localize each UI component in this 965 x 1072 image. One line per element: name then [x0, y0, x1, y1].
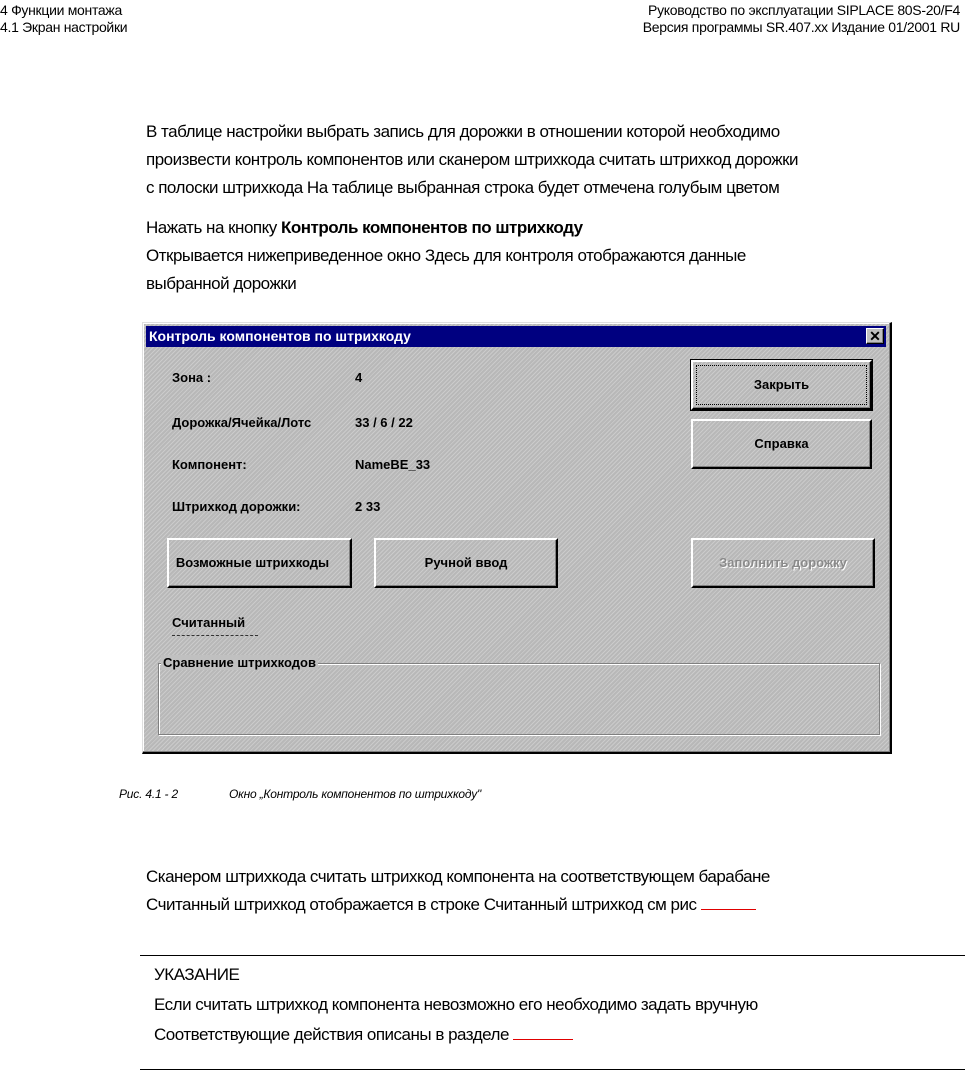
component-value: NameBE_33 [355, 457, 431, 472]
zone-label: Зона : [172, 370, 212, 385]
fill-track-button[interactable]: Заполнить дорожку [691, 538, 875, 588]
note-block [154, 960, 758, 1050]
close-button[interactable]: Закрыть [691, 360, 872, 410]
scan-line-1: Сканером штрихкода считать штрихкод компонента на соответствующем барабане [146, 867, 770, 886]
section-title: 4.1 Экран настройки [0, 19, 128, 35]
note-bottom-divider [140, 1069, 965, 1070]
chapter-title: 4 Функции монтажа [0, 2, 122, 18]
barcode-compare-group [158, 663, 880, 735]
note-line-1: Если считать штрихкод компонента невозможно его необходимо задать вручную [154, 995, 758, 1014]
barcode-compare-label: Сравнение штрихкодов [163, 655, 316, 670]
scanned-label-clipped [172, 635, 258, 636]
scan-paragraph [146, 863, 770, 919]
intro-paragraph [146, 118, 798, 202]
intro-line-3: с полоски штрихкода На таблице выбранная строка будет отмечена голубым цветом [146, 178, 780, 197]
zone-value: 4 [355, 370, 363, 385]
instruction-paragraph [146, 214, 746, 298]
intro-line-5: Открывается нижеприведенное окно Здесь для контроля отображаются данные [146, 246, 746, 265]
page-header-left [0, 2, 127, 36]
figure-cross-reference-link[interactable] [701, 895, 756, 910]
dialog-titlebar[interactable] [146, 326, 886, 347]
track-barcode-label: Штрихкод дорожки: [172, 499, 301, 514]
dialog-title: Контроль компонентов по штрихкоду [149, 328, 411, 344]
intro-line-6: выбранной дорожки [146, 274, 297, 293]
intro-line-2: произвести контроль компонентов или сканером штрихкода считать штрихкод дорожки [146, 150, 799, 169]
barcode-check-dialog [142, 322, 892, 754]
scan-line-2: Считанный штрихкод отображается в строке Считанный штрихкод см рис [146, 891, 770, 919]
page-header-right [643, 2, 960, 36]
manual-title: Руководство по эксплуатации SIPLACE 80S-20/F4 [648, 2, 960, 18]
scanned-barcode-label: Считанный [172, 615, 246, 630]
track-cell-slot-label: Дорожка/Ячейка/Лотс [172, 415, 312, 430]
possible-barcodes-button[interactable]: Возможные штрихкоды [167, 538, 352, 588]
focus-rectangle [696, 365, 867, 405]
component-label: Компонент: [172, 457, 247, 472]
note-line-2: Соответствующие действия описаны в разделе [154, 1020, 758, 1050]
figure-caption [119, 787, 481, 801]
figure-number: Рис. 4.1 - 2 [119, 787, 178, 801]
track-cell-slot-value: 33 / 6 / 22 [355, 415, 413, 430]
figure-text: Окно „Контроль компонентов по штрихкоду" [229, 787, 482, 801]
note-title: УКАЗАНИЕ [154, 965, 240, 984]
version-info: Версия программы SR.407.xx Издание 01/2001 RU [642, 19, 960, 35]
intro-line-1: В таблице настройки выбрать запись для дорожки в отношении которой необходимо [146, 122, 780, 141]
button-reference: Контроль компонентов по штрихкоду [280, 218, 583, 237]
section-cross-reference-link[interactable] [513, 1025, 573, 1040]
note-top-divider [140, 955, 965, 956]
close-icon[interactable]: ✕ [866, 328, 884, 344]
manual-input-button[interactable]: Ручной ввод [374, 538, 558, 588]
help-button[interactable]: Справка [691, 419, 872, 469]
instruction-line: Нажать на кнопку Контроль компонентов по штрихкоду [146, 218, 583, 237]
track-barcode-value: 2 33 [355, 499, 381, 514]
